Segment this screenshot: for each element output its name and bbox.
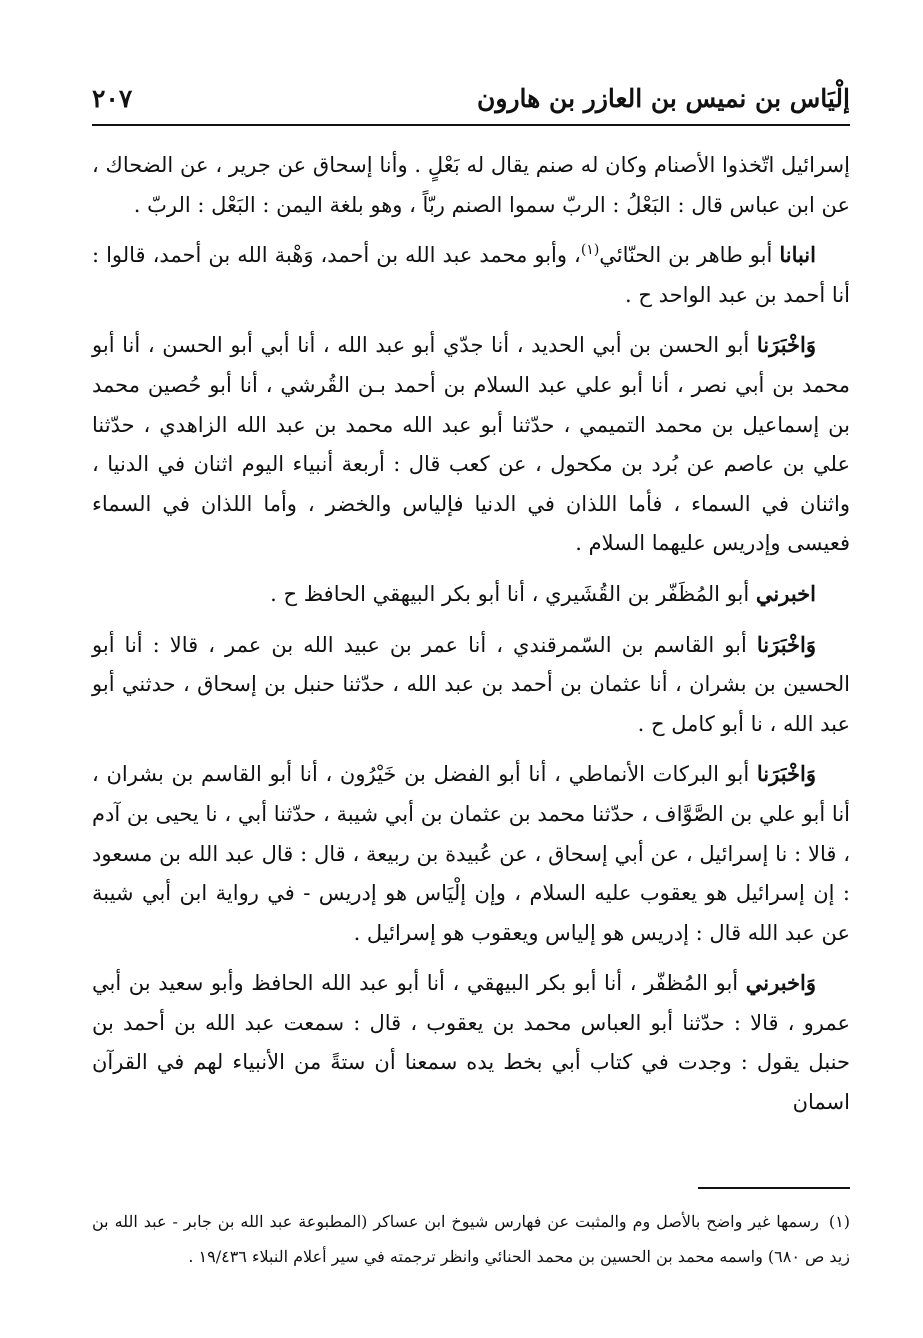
paragraph-5 bbox=[92, 625, 850, 745]
paragraph-text: أبو الحسن بن أبي الحديد ، أنا جدّي أبو عبد الله ، أنا أبي أبو الحسن ، أنا أبو محمد بن أبي نصر ، أنا أبو علي عبد السلام بن أحمد بـن القُرشي ، أنا أبو حُصين محمد بن إسماعيل بن محمد التميمي ، حدّثنا أبو عبد الله محمد بن عبد الله الزاهدي ، حدّثنا علي بن عاصم عن بُرد بن مكحول ، عن كعب قال : أربعة أنبياء اليوم اثنان في الدنيا ، واثنان في السماء ، فأما اللذان في الدنيا فإلياس والخضر ، وأما اللذان في السماء فعيسى وإدريس عليهما السلام . bbox=[92, 333, 850, 556]
page-header bbox=[92, 78, 850, 122]
footnote-reference: (١) bbox=[580, 242, 600, 259]
footnote-text: رسمها غير واضح بالأصل وم والمثبت عن فهارس شيوخ ابن عساكر (المطبوعة عبد الله بن جابر - عبد الله بن زيد ص ٦٨٠) واسمه محمد بن الحسين بن محمد الحنائي وانظر ترجمته في سير أعلام النبلاء ١٩/٤٣٦ . bbox=[92, 1212, 850, 1266]
running-title: إلْيَاس بن نميس بن العازر بن هارون bbox=[477, 84, 850, 113]
paragraph-4 bbox=[92, 574, 850, 615]
paragraph-3 bbox=[92, 325, 850, 564]
paragraph-text-continued: ، وأبو محمد عبد الله بن أحمد، وَهْبة الله بن أحمد، قالوا : أنا أحمد بن عبد الواحد ح . bbox=[92, 243, 850, 307]
footnotes bbox=[92, 1205, 850, 1274]
header-rule bbox=[92, 124, 850, 126]
paragraph-7 bbox=[92, 963, 850, 1122]
paragraph-text: أبو المُظفّر ، أنا أبو بكر البيهقي ، أنا أبو عبد الله الحافظ وأبو سعيد بن أبي عمرو ، قالا : حدّثنا أبو العباس محمد بن يعقوب ، قال : سمعت عبد الله بن أحمد بن حنبل يقول : وجدت في كتاب أبي بخط يده سمعنا أن ستةً من الأنبياء لهم في القرآن اسمان bbox=[92, 971, 850, 1115]
paragraph-text: أبو البركات الأنماطي ، أنا أبو الفضل بن خَيْرُون ، أنا أبو القاسم بن بشران ، أنا أبو علي بن الصَّوَّاف ، حدّثنا محمد بن عثمان بن أبي شيبة ، حدّثنا أبي ، نا يحيى بن آدم ، قالا : نا إسرائيل ، عن أبي إسحاق ، عن عُبيدة بن ربيعة ، قال : قال عبد الله بن مسعود : إن إسرائيل هو يعقوب عليه السلام ، وإن إلْيَاس هو إدريس - في رواية ابن أبي شيبة عن عبد الله قال : إدريس هو إلياس ويعقوب هو إسرائيل . bbox=[92, 762, 850, 945]
paragraph-text: أبو طاهر بن الحنّائي bbox=[599, 243, 780, 268]
paragraph-lead-word: وَاخْبَرَنا bbox=[756, 332, 816, 358]
paragraph-lead-word: اخبرني bbox=[755, 580, 816, 606]
paragraph-6 bbox=[92, 754, 850, 953]
paragraph-lead-word: وَاخْبَرَنا bbox=[756, 761, 816, 787]
paragraph-text: أبو القاسم بن السّمرقندي ، أنا عمر بن عبيد الله بن عمر ، قالا : أنا أبو الحسين بن بشران ، أنا عثمان بن أحمد بن عبد الله ، حدّثنا حنبل بن إسحاق ، حدثني أبو عبد الله ، نا أبو كامل ح . bbox=[92, 632, 850, 736]
paragraph-lead-word: وَاخبرني bbox=[745, 970, 816, 996]
paragraph-2 bbox=[92, 235, 850, 315]
paragraph-lead-word: انبانا bbox=[779, 242, 816, 268]
paragraph-1 bbox=[92, 146, 850, 225]
paragraph-text: إسرائيل اتّخذوا الأصنام وكان له صنم يقال له بَعْلٍ . وأنا إسحاق عن جرير ، عن الضحاك ، عن ابن عباس قال : البَعْلُ : الربّ سموا الصنم ربّاً ، وهو بلغة اليمن : البَعْل : الربّ . bbox=[92, 153, 850, 217]
footnote-marker: (١) bbox=[828, 1212, 850, 1231]
footnote-1 bbox=[92, 1205, 850, 1274]
page-number: ٢٠٧ bbox=[92, 84, 133, 113]
footnote-rule bbox=[698, 1187, 850, 1189]
paragraph-lead-word: وَاخْبَرَنا bbox=[756, 631, 816, 657]
body-text bbox=[92, 146, 850, 1123]
paragraph-text: أبو المُظَفّر بن القُشَيري ، أنا أبو بكر البيهقي الحافظ ح . bbox=[270, 581, 756, 606]
